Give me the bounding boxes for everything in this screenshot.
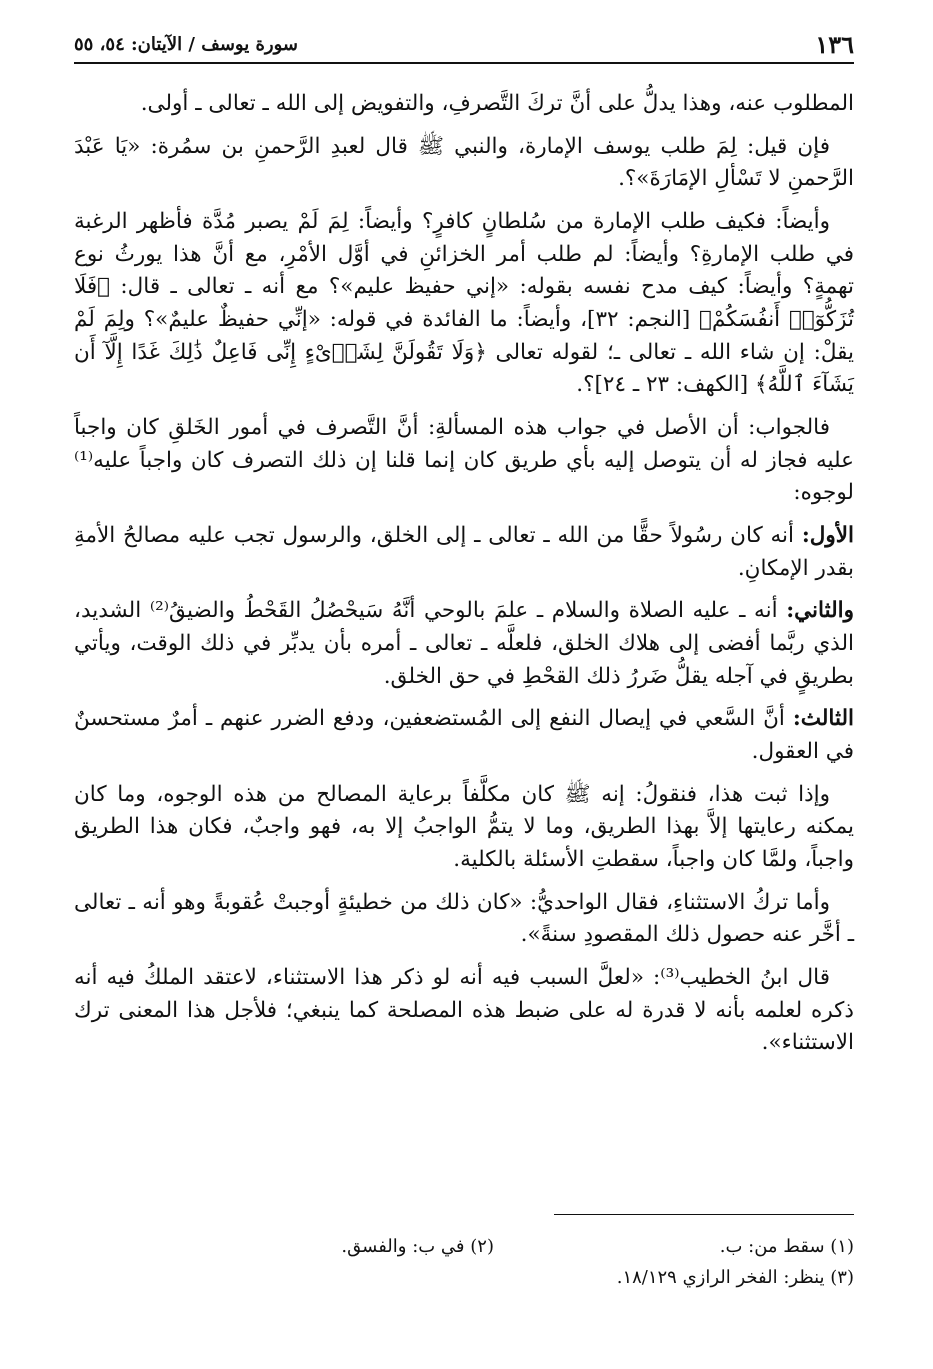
paragraph-lead: الأول: [801, 523, 854, 549]
footnote-1: (١) سقط من: ب. [719, 1236, 854, 1257]
paragraph [74, 962, 854, 1060]
paragraph [74, 520, 854, 585]
paragraph [74, 887, 854, 952]
paragraph [74, 88, 854, 121]
paragraph [74, 206, 854, 402]
main-text [74, 88, 854, 1060]
page-number: ١٣٦ [815, 29, 854, 59]
footnote-row [74, 1263, 854, 1294]
footnote-2: (٢) في ب: والفسق. [341, 1236, 494, 1257]
paragraph-lead: الثالث: [792, 706, 854, 732]
page-header [74, 30, 854, 64]
paragraph-text: أنه ـ عليه الصلاة والسلام ـ علمَ بالوحي أنَّهُ سَيحْصُلُ القَحْطُ والضيقُ⁽²⁾ الشديد، الذي ربَّما أفضى إلى هلاك الخلق، فلعلَّه ـ تعالى ـ أمره بأن يدبِّر في ذلك الوقت، ويأتي بطريقٍ في آجله يقلُّ ضَررُ ذلك القحْطِ في حق الخلق. [74, 598, 854, 689]
paragraph-text: فالجواب: أن الأصل في جواب هذه المسألةِ: أنَّ التَّصرف في أمور الخَلقِ كان واجباً عليه فجاز له أن يتوصل إليه بأي طريق كان إنما قلنا إن ذلك التصرف كان واجباً عليه⁽¹⁾ لوجوه: [74, 415, 854, 506]
paragraph [74, 779, 854, 877]
footnote-divider [554, 1214, 854, 1215]
paragraph-text: أنَّ السَّعي في إيصال النفع إلى المُستضعفين، ودفع الضرر عنهم ـ أمرٌ مستحسنٌ في العقول. [74, 706, 854, 765]
paragraph [74, 412, 854, 510]
paragraph-text: وإذا ثبت هذا، فنقولُ: إنه ﷺ كان مكلَّفاً برعاية المصالح من هذه الوجوه، وما كان يمكنه رعايتها إلاَّ بهذا الطريق، وما لا يتمُّ الواجبُ إلا به، فهو واجبٌ، فكان هذا الطريق واجباً، ولمَّا كان واجباً، سقطتِ الأسئلة بالكلية. [74, 781, 854, 873]
page [74, 30, 854, 1070]
paragraph [74, 703, 854, 768]
paragraph-text: وأما تركُ الاستثناءِ، فقال الواحديُّ: «كان ذلك من خطيئةٍ أوجبتْ عُقوبةً وهو أنه ـ تعالى ـ أخَّر عنه حصول ذلك المقصودِ سنةً». [74, 889, 854, 948]
footnote-row [74, 1232, 854, 1263]
running-title: سورة يوسف / الآيتان: ٥٤، ٥٥ [74, 33, 298, 55]
paragraph-text: قال ابنُ الخطيب⁽³⁾: «لعلَّ السبب فيه أنه لو ذكر هذا الاستثناء، لاعتقد الملكُ فيه أنه ذكره لعلمه بأنه لا قدرة له على ضبط هذه المصلحة كما ينبغي؛ فلأجل هذا المعنى ترك الاستثناء». [74, 965, 854, 1056]
footnote-3: (٣) ينظر: الفخر الرازي ١٨/١٢٩. [616, 1266, 854, 1288]
paragraph-lead: والثاني: [786, 598, 854, 624]
paragraph-text: أنه كان رسُولاً حقًّا من الله ـ تعالى ـ إلى الخلق، والرسول تجب عليه مصالحُ الأمةِ بقدر الإمكانِ. [74, 523, 854, 581]
paragraph [74, 131, 854, 196]
paragraph [74, 595, 854, 693]
paragraph-text: وأيضاً: فكيف طلب الإمارة من سُلطانٍ كافرٍ؟ وأيضاً: لِمَ لَمْ يصبر مُدَّة فأظهر الرغبة في طلب الإمارةِ؟ وأيضاً: لم طلب أمر الخزائنِ في أوَّل الأمْرِ، مع أنَّ هذا يورثُ نوع تهمةٍ؟ وأيضاً: كيف مدح نفسه بقوله: «إني حفيظ عليم»؟ مع أنه ـ تعالى ـ قال: ﴿فَلَا تُزَكُّوٓا۟ أَنفُسَكُمْ﴾ [النجم: ٣٢]، وأيضاً: ما الفائدة في قوله: «إنِّي حفيظٌ عليمٌ»؟ ولِمَ لَمْ يقلْ: إن شاء الله ـ تعالى ـ؛ لقوله تعالى ﴿وَلَا تَقُولَنَّ لِشَا۟ىْءٍ إِنِّى فَاعِلٌ ذَٰلِكَ غَدًا إِلَّآ أَن يَشَآءَ ٱللَّهُ﴾ [الكهف: ٢٣ ـ ٢٤]؟. [74, 209, 854, 398]
paragraph-text: المطلوب عنه، وهذا يدلُّ على أنَّ تركَ التَّصرفِ، والتفويض إلى الله ـ تعالى ـ أولى. [140, 91, 854, 116]
paragraph-text: فإن قيل: لِمَ طلب يوسف الإمارة، والنبي ﷺ قال لعبدِ الرَّحمنِ بن سمُرة: «يَا عَبْدَ الرَّحمنِ لا تَسْألِ الإمَارَةَ»؟. [74, 133, 854, 192]
footnotes [74, 1232, 854, 1293]
